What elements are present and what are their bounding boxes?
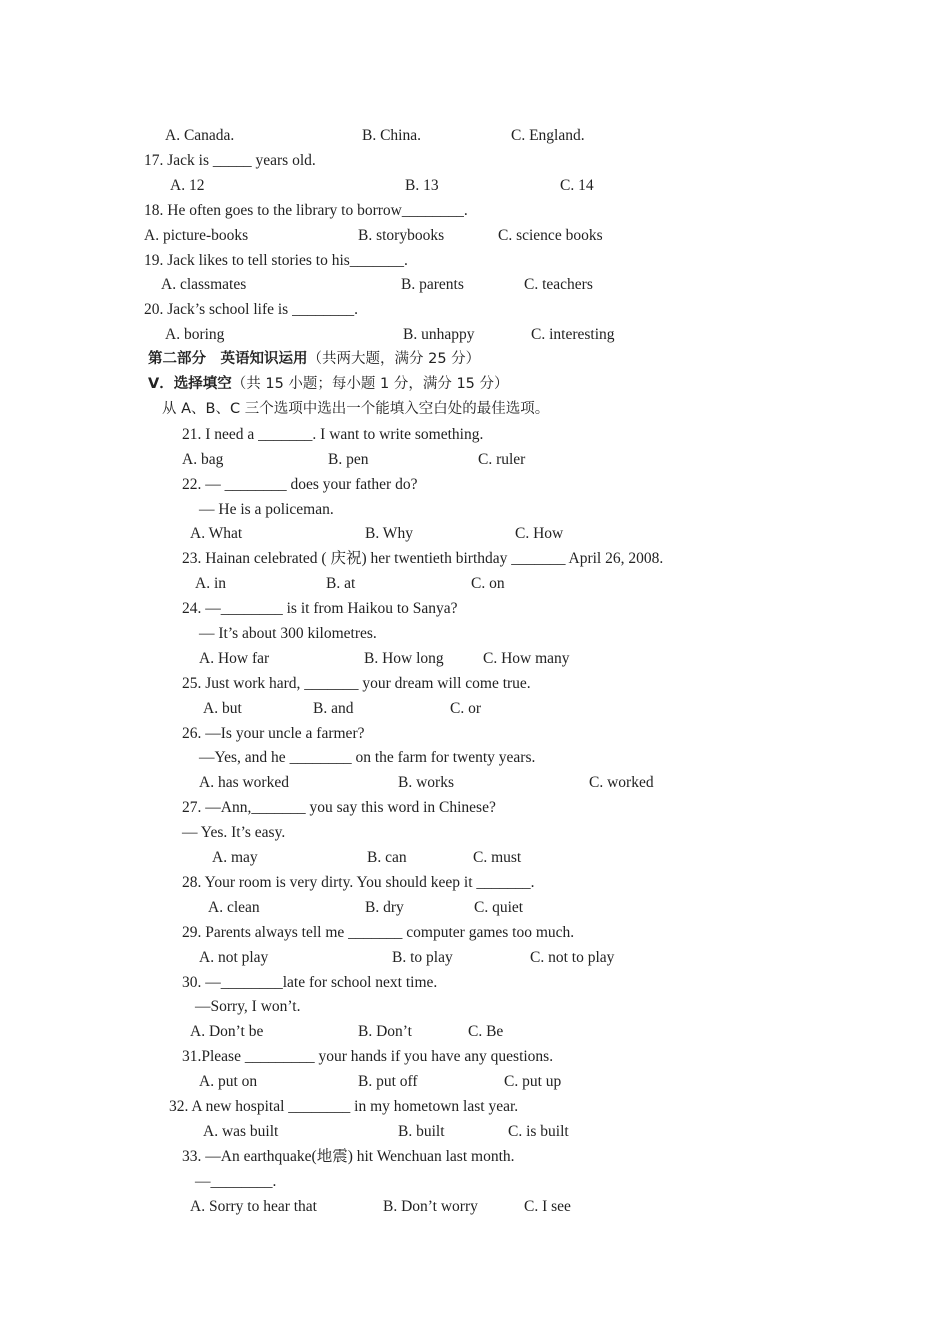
q24-option-c: C. How many	[483, 650, 570, 667]
q23-option-a: A. in	[195, 575, 226, 592]
q25-option-b: B. and	[313, 700, 354, 717]
q31-question: 31.Please _________ your hands if you have any questions.	[182, 1048, 554, 1065]
q20-question: 20. Jack’s school life is ________.	[144, 301, 358, 318]
q21-option-a: A. bag	[182, 451, 224, 468]
q30-question: 30. —________late for school next time.	[182, 974, 438, 991]
q23-option-c: C. on	[471, 575, 505, 592]
q17-option-b: B. 13	[405, 177, 439, 194]
section5-instruction: 从 A、B、C 三个选项中选出一个能填入空白处的最佳选项。	[162, 401, 550, 417]
q19-question: 19. Jack likes to tell stories to his_______.	[144, 252, 408, 269]
q33-question: 33. —An earthquake(地震) hit Wenchuan last month.	[182, 1148, 515, 1165]
q30-reply: —Sorry, I won’t.	[195, 998, 301, 1015]
q26-option-a: A. has worked	[199, 774, 289, 791]
q33-option-c: C. I see	[524, 1198, 571, 1215]
q25-question: 25. Just work hard, _______ your dream will come true.	[182, 675, 531, 692]
q33-reply: —________.	[195, 1173, 277, 1190]
q32-question: 32. A new hospital ________ in my hometown last year.	[169, 1098, 519, 1115]
q18-option-c: C. science books	[498, 227, 603, 244]
q22-option-c: C. How	[515, 525, 564, 542]
q24-option-a: A. How far	[199, 650, 270, 667]
q22-option-a: A. What	[190, 525, 243, 542]
q16-option-c: C. England.	[511, 127, 585, 144]
q26-option-c: C. worked	[589, 774, 654, 791]
q22-question: 22. — ________ does your father do?	[182, 476, 418, 493]
section5-note: （共 15 小题；每小题 1 分，满分 15 分）	[231, 376, 509, 392]
q25-option-a: A. but	[203, 700, 242, 717]
q27-option-c: C. must	[473, 849, 522, 866]
q19-option-a: A. classmates	[161, 276, 247, 293]
q24-option-b: B. How long	[364, 650, 444, 667]
q24-reply: — It’s about 300 kilometres.	[199, 625, 377, 642]
q21-option-b: B. pen	[328, 451, 369, 468]
q26-reply: —Yes, and he ________ on the farm for twenty years.	[199, 749, 536, 766]
q21-question: 21. I need a _______. I want to write something.	[182, 426, 484, 443]
q19-option-c: C. teachers	[524, 276, 593, 293]
q17-question: 17. Jack is _____ years old.	[144, 152, 316, 169]
q31-option-b: B. put off	[358, 1073, 418, 1090]
q32-option-a: A. was built	[203, 1123, 279, 1140]
q32-option-b: B. built	[398, 1123, 445, 1140]
q17-option-a: A. 12	[170, 177, 205, 194]
q24-question: 24. —________ is it from Haikou to Sanya?	[182, 600, 458, 617]
q23-question: 23. Hainan celebrated ( 庆祝) her twentieth birthday _______ April 26, 2008.	[182, 550, 664, 567]
q30-option-b: B. Don’t	[358, 1023, 412, 1040]
q17-option-c: C. 14	[560, 177, 594, 194]
part2-title: 第二部分 英语知识运用	[148, 351, 308, 367]
q29-option-a: A. not play	[199, 949, 269, 966]
q22-reply: — He is a policeman.	[199, 501, 334, 518]
q28-question: 28. Your room is very dirty. You should keep it _______.	[182, 874, 535, 891]
q18-option-b: B. storybooks	[358, 227, 445, 244]
q28-option-c: C. quiet	[474, 899, 524, 916]
q31-option-a: A. put on	[199, 1073, 258, 1090]
q27-option-b: B. can	[367, 849, 407, 866]
q28-option-b: B. dry	[365, 899, 404, 916]
q18-question: 18. He often goes to the library to borrow________.	[144, 202, 468, 219]
section5-title: V．选择填空	[148, 376, 232, 392]
q27-option-a: A. may	[212, 849, 258, 866]
q32-option-c: C. is built	[508, 1123, 569, 1140]
q30-option-c: C. Be	[468, 1023, 504, 1040]
q29-option-c: C. not to play	[530, 949, 615, 966]
q29-option-b: B. to play	[392, 949, 453, 966]
q18-option-a: A. picture-books	[144, 227, 249, 244]
section5-heading	[148, 372, 509, 396]
q20-option-b: B. unhappy	[403, 326, 475, 343]
q26-question: 26. —Is your uncle a farmer?	[182, 725, 365, 742]
q25-option-c: C. or	[450, 700, 481, 717]
part2-heading	[148, 347, 480, 371]
q31-option-c: C. put up	[504, 1073, 562, 1090]
q33-option-b: B. Don’t worry	[383, 1198, 478, 1215]
q23-option-b: B. at	[326, 575, 356, 592]
q19-option-b: B. parents	[401, 276, 464, 293]
q20-option-a: A. boring	[165, 326, 225, 343]
q27-question: 27. —Ann,_______ you say this word in Chinese?	[182, 799, 496, 816]
q29-question: 29. Parents always tell me _______ computer games too much.	[182, 924, 575, 941]
q16-option-b: B. China.	[362, 127, 421, 144]
q16-option-a: A. Canada.	[165, 127, 235, 144]
q21-option-c: C. ruler	[478, 451, 526, 468]
q33-option-a: A. Sorry to hear that	[190, 1198, 317, 1215]
q27-reply: — Yes. It’s easy.	[182, 824, 286, 841]
q22-option-b: B. Why	[365, 525, 413, 542]
q20-option-c: C. interesting	[531, 326, 615, 343]
q26-option-b: B. works	[398, 774, 454, 791]
q28-option-a: A. clean	[208, 899, 260, 916]
q30-option-a: A. Don’t be	[190, 1023, 264, 1040]
part2-note: （共两大题，满分 25 分）	[307, 351, 481, 367]
